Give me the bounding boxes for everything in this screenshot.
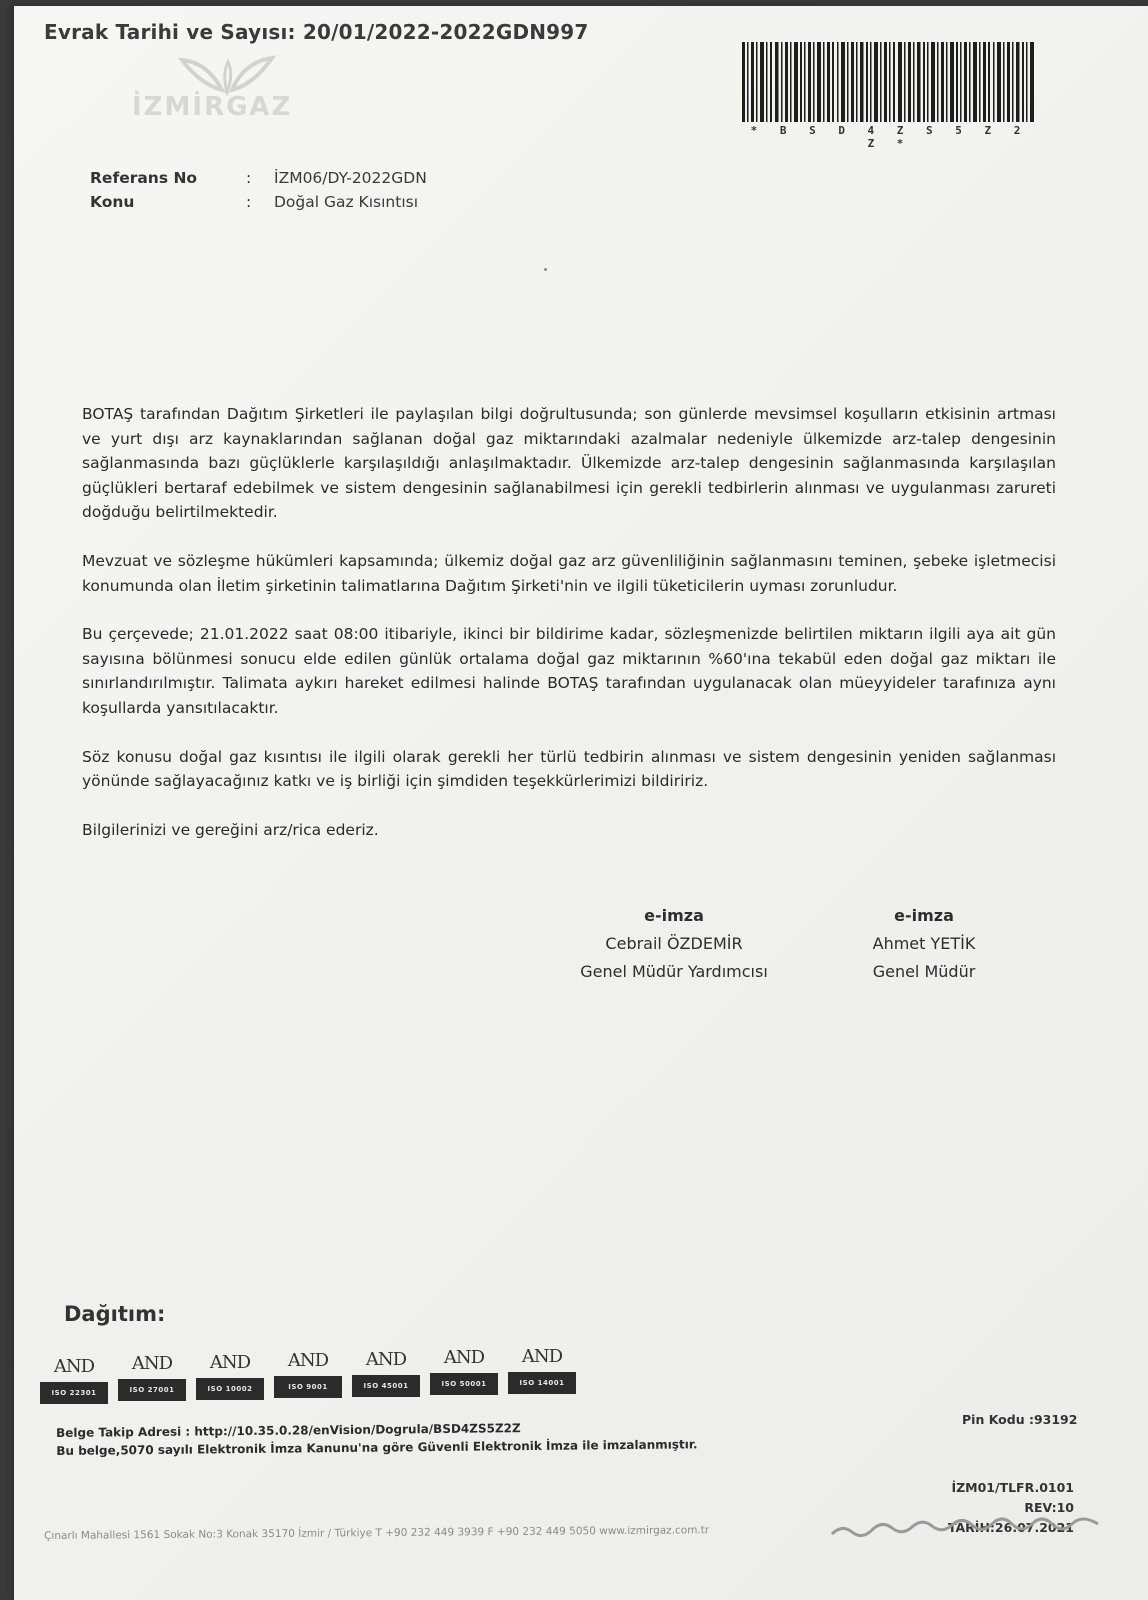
cert-logo — [272, 1350, 344, 1404]
signatory-title: Genel Müdür Yardımcısı — [580, 962, 768, 981]
cert-mark: AND — [443, 1347, 485, 1368]
cert-logo — [506, 1346, 578, 1404]
signatory-title: Genel Müdür — [872, 962, 976, 981]
decorative-wave-icon — [830, 1512, 1100, 1542]
meta-value: İZM06/DY-2022GDN — [274, 169, 427, 187]
meta-separator: : — [246, 169, 252, 187]
document-date-number: Evrak Tarihi ve Sayısı: 20/01/2022-2022GDN997 — [44, 20, 589, 44]
meta-label: Konu — [90, 193, 135, 211]
paragraph: Söz konusu doğal gaz kısıntısı ile ilgili olarak gerekli her türlü tedbirin alınması ve sistem dengesinin yeniden sağlanması yönünde sağlayacağınız katkı ve iş birliği için şimdiden teşekkürlerimizi bildiririz. — [82, 747, 1056, 791]
esignature-label: e-imza — [894, 906, 954, 925]
cert-logo — [116, 1353, 188, 1404]
meta-label: Referans No — [90, 169, 198, 187]
cert-mark: AND — [53, 1356, 95, 1377]
meta-row-reference — [90, 166, 427, 190]
signatory-name: Cebrail ÖZDEMİR — [605, 934, 743, 953]
esignature-label: e-imza — [644, 906, 704, 925]
paragraph: Bu çerçevede; 21.01.2022 saat 08:00 itibariyle, ikinci bir bildirime kadar, sözleşmenizde belirtilen miktarın ilgili aya ait gün sayısına bölünmesi sonucu elde edilen günlük ortalama doğal gaz miktarının %60'ına tekabül eden doğal gaz miktarı ile sınırlandırılmıştır. Talimata aykırı hareket edilmesi halinde BOTAŞ tarafından uygulanacak olan müeyyideler tarafınıza aynı koşullarda yansıtılacaktır. — [82, 625, 1056, 717]
document-page — [14, 6, 1148, 1600]
cert-mark: AND — [287, 1350, 329, 1371]
cert-mark: AND — [209, 1352, 251, 1373]
company-logo — [132, 52, 302, 132]
cert-logo — [350, 1349, 422, 1404]
cert-mark: AND — [365, 1349, 407, 1370]
legal-notice: Bu belge,5070 sayılı Elektronik İmza Kanunu'na göre Güvenli Elektronik İmza ile imzalanmıştır. — [56, 1437, 698, 1458]
signature-block-general-manager — [844, 902, 1004, 986]
cert-mark: AND — [131, 1353, 173, 1374]
cert-badge: ISO 50001 — [430, 1373, 498, 1395]
cert-logo — [194, 1352, 266, 1404]
document-meta — [90, 166, 427, 214]
signature-block-deputy — [554, 902, 794, 986]
cert-logo — [38, 1356, 110, 1404]
distribution-heading: Dağıtım: — [64, 1302, 166, 1326]
certification-logos — [38, 1346, 578, 1404]
company-address: Çınarlı Mahallesi 1561 Sokak No:3 Konak 35170 İzmir / Türkiye T +90 232 449 3939 F +90 232 449 5050 www.izmirgaz.com.tr — [44, 1524, 710, 1542]
meta-row-subject — [90, 190, 427, 214]
barcode — [742, 42, 1037, 122]
pin-code: Pin Kodu :93192 — [962, 1412, 1078, 1427]
form-code: İZM01/TLFR.0101 — [951, 1480, 1074, 1495]
footer-notes — [56, 1417, 698, 1460]
tracking-address: Belge Takip Adresi : http://10.35.0.28/enVision/Dogrula/BSD4ZS5Z2Z — [56, 1421, 521, 1440]
cert-badge: ISO 45001 — [352, 1375, 420, 1397]
cert-logo — [428, 1347, 500, 1404]
paragraph: BOTAŞ tarafından Dağıtım Şirketleri ile paylaşılan bilgi doğrultusunda; son günlerde mevsimsel koşulların etkisinin artması ve yurt dışı arz kaynaklarından sağlanan doğal gaz miktarındaki azalmalar nedeniyle ülkemizde arz-talep dengesinin sağlanmasında bazı güçlüklerle karşılaşıldığı anlaşılmaktadır. Ülkemizde arz-talep dengesinin sağlanmasında karşılaşılan güçlükleri bertaraf edebilmek ve sistem dengesinin sağlanabilmesi için gerekli tedbirlerin alınması ve uygulanması zarureti doğduğu belirtilmektedir. — [82, 405, 1056, 522]
logo-wordmark: İZMİRGAZ — [132, 92, 293, 122]
cert-mark: AND — [521, 1346, 563, 1367]
cert-badge: ISO 10002 — [196, 1378, 264, 1400]
signatory-name: Ahmet YETİK — [872, 934, 976, 953]
cert-badge: ISO 27001 — [118, 1379, 186, 1401]
meta-value: Doğal Gaz Kısıntısı — [274, 193, 419, 211]
paragraph: Mevzuat ve sözleşme hükümleri kapsamında; ülkemiz doğal gaz arz güvenliliğinin sağlanmasını teminen, şebeke işletmecisi konumunda olan İletim şirketinin talimatlarına Dağıtım Şirketi'nin ve ilgili tüketicilerin uyması zorunludur. — [82, 551, 1056, 595]
closing-line: Bilgilerinizi ve gereğini arz/rica ederiz. — [82, 820, 379, 839]
cert-badge: ISO 22301 — [40, 1382, 108, 1404]
barcode-caption: * B S D 4 Z S 5 Z 2 Z * — [750, 124, 1029, 150]
revision-date: REV:10 TARİH:26.07.2021 — [947, 1500, 1074, 1535]
cert-badge: ISO 14001 — [508, 1372, 576, 1394]
cert-badge: ISO 9001 — [274, 1376, 342, 1398]
letter-body — [82, 402, 1056, 866]
meta-separator: : — [246, 193, 252, 211]
speck — [544, 268, 547, 271]
